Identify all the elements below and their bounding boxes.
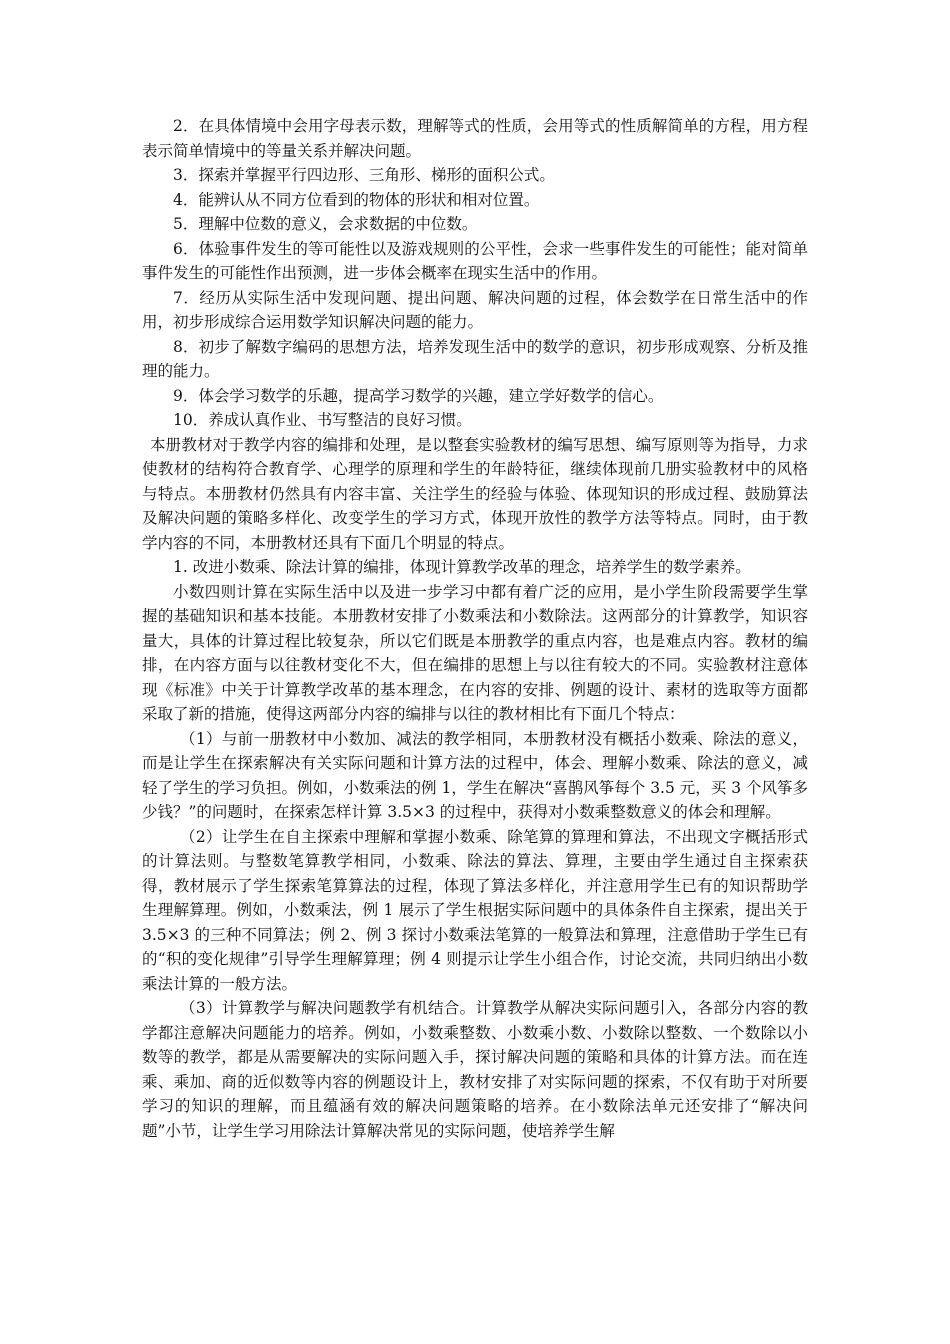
objective-7: 7．经历从实际生活中发现问题、提出问题、解决问题的过程，体会数学在日常生活中的作用，初步形成综合运用数学知识解决问题的能力。: [142, 288, 808, 331]
document-page: [142, 114, 808, 1143]
objective-3: 3．探索并掌握平行四边形、三角形、梯形的面积公式。: [173, 166, 555, 184]
objective-6: 6．体验事件发生的等可能性以及游戏规则的公平性，会求一些事件发生的可能性；能对简单事件发生的可能性作出预测，进一步体会概率在现实生活中的作用。: [142, 239, 808, 282]
objective-8: 8．初步了解数字编码的思想方法，培养发现生活中的数学的意识，初步形成观察、分析及推理的能力。: [142, 337, 808, 380]
intro-paragraph: 本册教材对于教学内容的编排和处理，是以整套实验教材的编写思想、编写原则等为指导，力求使教材的结构符合教育学、心理学的原理和学生的年龄特征，继续体现前几册实验教材中的风格与特点。本册教材仍然具有内容丰富、关注学生的经验与体验、体现知识的形成过程、鼓励算法及解决问题的策略多样化、改变学生的学习方式，体现开放性的教学方法等特点。同时，由于教学内容的不同，本册教材还具有下面几个明显的特点。: [142, 435, 808, 552]
objective-5: 5．理解中位数的意义，会求数据的中位数。: [173, 215, 478, 233]
objective-9: 9．体会学习数学的乐趣，提高学习数学的兴趣，建立学好数学的信心。: [173, 386, 664, 405]
feature-1-body: 小数四则计算在实际生活中以及进一步学习中都有着广泛的应用，是小学生阶段需要学生掌握的基础知识和基本技能。本册教材安排了小数乘法和小数除法。这两部分的计算教学，知识容量大，具体的计算过程比较复杂，所以它们既是本册教学的重点内容，也是难点内容。教材的编排，在内容方面与以往教材变化不大，但在编排的思想上与以往有较大的不同。实验教材注意体现《标准》中关于计算教学改革的基本理念，在内容的安排、例题的设计、素材的选取等方面都采取了新的措施，使得这两部分内容的编排与以往的教材相比有下面几个特点：: [142, 582, 808, 723]
objective-10: 10．养成认真作业、书写整洁的良好习惯。: [173, 411, 472, 429]
point-3: （3）计算教学与解决问题教学有机结合。计算教学从解决实际问题引入，各部分内容的教学都注意解决问题能力的培养。例如，小数乘整数、小数乘小数、小数除以整数、一个数除以小数等的教学，都是从需要解决的实际问题入手，探讨解决问题的策略和具体的计算方法。而在连乘、乘加、商的近似数等内容的例题设计上，教材安排了对实际问题的探索，不仅有助于对所要学习的知识的理解，而且蕴涵有效的解决问题策略的培养。在小数除法单元还安排了“解决问题”小节，让学生学习用除法计算解决常见的实际问题，使培养学生解: [142, 999, 808, 1140]
feature-1-heading: 1. 改进小数乘、除法计算的编排，体现计算教学改革的理念，培养学生的数学素养。: [173, 558, 751, 576]
objective-4: 4．能辨认从不同方位看到的物体的形状和相对位置。: [173, 190, 540, 209]
objective-2: 2．在具体情境中会用字母表示数，理解等式的性质，会用等式的性质解简单的方程，用方程表示简单情境中的等量关系并解决问题。: [142, 117, 808, 160]
point-1: （1）与前一册教材中小数加、减法的教学相同，本册教材没有概括小数乘、除法的意义，而是让学生在探索解决有关实际问题和计算方法的过程中，体会、理解小数乘、除法的意义，减轻了学生的学习负担。例如，小数乘法的例 1，学生在解决“喜鹊风筝每个 3.5 元，买 3 个风筝多少钱？”的问题时，在探索怎样计算 3.5×3 的过程中，获得对小数乘整数意义的体会和理解。: [142, 729, 808, 821]
point-2: （2）让学生在自主探索中理解和掌握小数乘、除笔算的算理和算法，不出现文字概括形式的计算法则。与整数笔算教学相同，小数乘、除法的算法、算理，主要由学生通过自主探索获得，教材展示了学生探索笔算算法的过程，体现了算法多样化，并注意用学生已有的知识帮助学生理解算理。例如，小数乘法，例 1 展示了学生根据实际问题中的具体条件自主探索，提出关于 3.5×3 的三种不同算法；例 2、例 3 探讨小数乘法笔算的一般算法和算理，注意借助于学生已有的“积的变化规律”引导学生理解算理；例 4 则提示让学生小组合作，讨论交流，共同归纳出小数乘法计算的一般方法。: [142, 827, 808, 993]
